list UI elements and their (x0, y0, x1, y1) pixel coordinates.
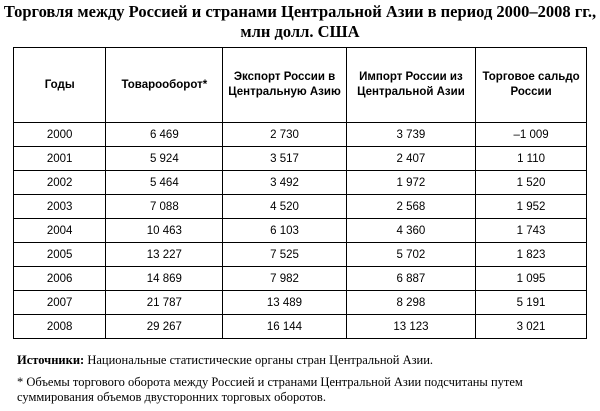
cell-balance: 1 743 (476, 219, 587, 243)
cell-import: 6 887 (346, 267, 475, 291)
table-row (14, 267, 587, 291)
cell-balance: 1 520 (476, 171, 587, 195)
table-row (14, 123, 587, 147)
table-row (14, 147, 587, 171)
cell-import: 3 739 (346, 123, 475, 147)
trade-table (13, 47, 587, 339)
table-header-row (14, 48, 587, 123)
header-export: Экспорт России в Центральную Азию (223, 48, 346, 123)
cell-balance: –1 009 (476, 123, 587, 147)
header-balance: Торговое сальдо России (476, 48, 587, 123)
sources-label: Источники: (17, 353, 85, 367)
cell-year: 2006 (14, 267, 106, 291)
cell-import: 2 568 (346, 195, 475, 219)
cell-balance: 1 095 (476, 267, 587, 291)
table-row (14, 219, 587, 243)
cell-year: 2000 (14, 123, 106, 147)
header-import: Импорт России из Центральной Азии (346, 48, 475, 123)
cell-year: 2003 (14, 195, 106, 219)
cell-import: 13 123 (346, 315, 475, 339)
page-title: Торговля между Россией и странами Центральной Азии в период 2000–2008 гг., млн долл. США (3, 2, 597, 41)
cell-year: 2008 (14, 315, 106, 339)
cell-import: 5 702 (346, 243, 475, 267)
cell-balance: 5 191 (476, 291, 587, 315)
cell-balance: 1 823 (476, 243, 587, 267)
table-row (14, 243, 587, 267)
cell-import: 2 407 (346, 147, 475, 171)
cell-export: 7 525 (223, 243, 346, 267)
cell-export: 13 489 (223, 291, 346, 315)
cell-turnover: 6 469 (106, 123, 223, 147)
cell-turnover: 7 088 (106, 195, 223, 219)
header-turnover: Товарооборот* (106, 48, 223, 123)
table-row (14, 171, 587, 195)
cell-year: 2007 (14, 291, 106, 315)
cell-export: 7 982 (223, 267, 346, 291)
sources-text: Национальные статистические органы стран Центральной Азии. (84, 353, 434, 367)
cell-import: 8 298 (346, 291, 475, 315)
footnote: * Объемы торгового оборота между Россией и странами Центральной Азии подсчитаны путем суммирования объемов двусторонних торговых оборотов. (17, 375, 523, 404)
cell-year: 2005 (14, 243, 106, 267)
cell-year: 2002 (14, 171, 106, 195)
cell-balance: 1 952 (476, 195, 587, 219)
cell-export: 3 517 (223, 147, 346, 171)
cell-export: 2 730 (223, 123, 346, 147)
cell-import: 4 360 (346, 219, 475, 243)
cell-turnover: 21 787 (106, 291, 223, 315)
header-years: Годы (14, 48, 106, 123)
sources-note (17, 353, 433, 368)
cell-export: 16 144 (223, 315, 346, 339)
table-row (14, 195, 587, 219)
cell-turnover: 29 267 (106, 315, 223, 339)
cell-year: 2001 (14, 147, 106, 171)
cell-year: 2004 (14, 219, 106, 243)
cell-turnover: 5 924 (106, 147, 223, 171)
cell-export: 4 520 (223, 195, 346, 219)
cell-import: 1 972 (346, 171, 475, 195)
cell-export: 6 103 (223, 219, 346, 243)
cell-turnover: 5 464 (106, 171, 223, 195)
cell-turnover: 13 227 (106, 243, 223, 267)
table-row (14, 291, 587, 315)
cell-balance: 3 021 (476, 315, 587, 339)
cell-turnover: 10 463 (106, 219, 223, 243)
cell-export: 3 492 (223, 171, 346, 195)
table-row (14, 315, 587, 339)
cell-turnover: 14 869 (106, 267, 223, 291)
cell-balance: 1 110 (476, 147, 587, 171)
